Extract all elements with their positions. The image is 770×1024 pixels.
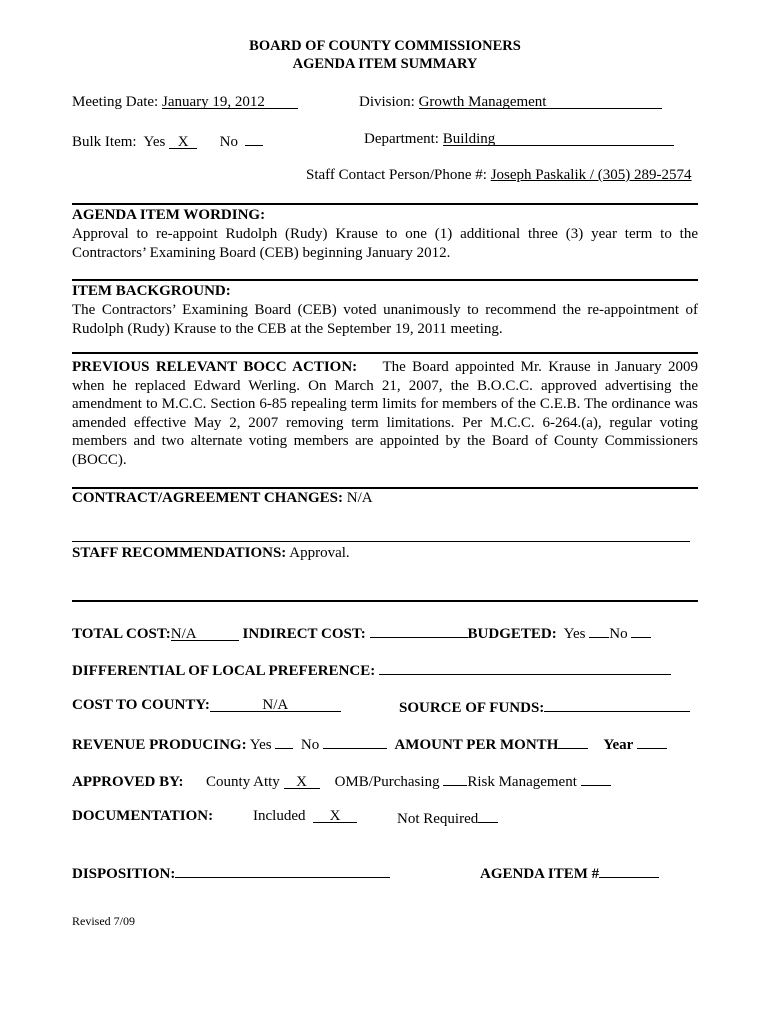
background-heading: ITEM BACKGROUND: xyxy=(72,283,231,299)
county-cost-value[interactable]: N/A xyxy=(262,697,289,713)
previous-text: The Board appointed Mr. Krause in January 2009 when he replaced Edward Werling. On March 21, 2007, the B.O.C.C. approved advertising the amendment to M.C.C. Section 6-85 repealing term limits for members of the C.E.B. The ordinance was amended effective May 2, 2007 removing term limitations. Per M.C.C. 6-264.(a), regular voting members and two alternate voting members are appointed by the Board of County Commissioners (BOCC). xyxy=(72,359,698,468)
contract-changes xyxy=(72,490,373,507)
risk-management-label: Risk Management xyxy=(467,774,577,790)
revised-note: Revised 7/09 xyxy=(72,914,135,928)
meeting-date-value[interactable]: January 19, 2012 xyxy=(161,94,265,110)
source-funds xyxy=(399,697,690,717)
division-value[interactable]: Growth Management xyxy=(418,94,547,110)
staff-contact-value[interactable]: Joseph Paskalik / (305) 289-2574 xyxy=(490,167,692,183)
documentation-included xyxy=(253,808,357,825)
cost-row xyxy=(72,623,651,643)
indirect-cost-label: INDIRECT COST: xyxy=(242,626,366,642)
year-blank[interactable] xyxy=(637,734,667,749)
budgeted-no-label: No xyxy=(609,626,628,642)
county-atty-label: County Atty xyxy=(206,774,280,790)
contract-value: N/A xyxy=(346,490,373,506)
source-funds-label: SOURCE OF FUNDS: xyxy=(399,700,545,716)
documentation-not-required xyxy=(397,808,498,828)
budgeted-yes-label: Yes xyxy=(563,626,586,642)
divider xyxy=(72,352,698,354)
previous-heading: PREVIOUS RELEVANT BOCC ACTION: xyxy=(72,359,358,375)
bulk-item-label: Bulk Item: xyxy=(72,134,137,150)
amount-per-month-blank[interactable] xyxy=(558,734,588,749)
amount-per-month-label: AMOUNT PER MONTH xyxy=(394,737,559,753)
staff-heading: STAFF RECOMMENDATIONS: xyxy=(72,545,287,561)
not-required-label: Not Required xyxy=(397,811,479,827)
header-line1: BOARD OF COUNTY COMMISSIONERS xyxy=(249,38,521,54)
differential-blank[interactable] xyxy=(379,660,671,675)
indirect-cost-blank[interactable] xyxy=(370,623,468,638)
total-cost-label: TOTAL COST: xyxy=(72,626,171,642)
previous-action xyxy=(72,358,698,469)
wording-text: Approval to re-appoint Rudolph (Rudy) Krause to one (1) additional three (3) year term to the Contractors’ Examining Board (CEB) beginning January 2012. xyxy=(72,226,698,261)
agenda-item-number xyxy=(480,863,659,883)
header-title xyxy=(72,37,698,73)
approved-row xyxy=(72,771,611,791)
staff-contact xyxy=(306,167,692,184)
meeting-date xyxy=(72,94,298,111)
revenue-label: REVENUE PRODUCING: xyxy=(72,737,247,753)
disposition-label: DISPOSITION: xyxy=(72,866,176,882)
year-label: Year xyxy=(603,737,634,753)
disposition-blank[interactable] xyxy=(175,863,390,878)
department-value[interactable]: Building xyxy=(442,131,496,147)
contract-heading: CONTRACT/AGREEMENT CHANGES: xyxy=(72,490,344,506)
staff-recommendations xyxy=(72,545,350,562)
revenue-no-blank[interactable] xyxy=(323,734,387,749)
omb-label: OMB/Purchasing xyxy=(334,774,440,790)
bulk-yes-label: Yes xyxy=(143,134,166,150)
budgeted-no-blank[interactable] xyxy=(631,623,651,638)
included-value[interactable]: X xyxy=(329,808,341,824)
division xyxy=(359,94,662,111)
total-cost-value[interactable]: N/A xyxy=(170,626,197,642)
agenda-item-label: AGENDA ITEM # xyxy=(480,866,600,882)
department-label: Department: xyxy=(364,131,439,147)
county-cost-label: COST TO COUNTY: xyxy=(72,697,210,713)
budgeted-label: BUDGETED: xyxy=(467,626,557,642)
meeting-date-label: Meeting Date: xyxy=(72,94,159,110)
documentation-label: DOCUMENTATION: xyxy=(72,808,214,824)
divider xyxy=(72,487,698,489)
wording-heading: AGENDA ITEM WORDING: xyxy=(72,207,266,223)
differential-row xyxy=(72,660,671,680)
department xyxy=(364,131,674,148)
divider xyxy=(72,279,698,281)
agenda-item-blank[interactable] xyxy=(599,863,659,878)
risk-management-blank[interactable] xyxy=(581,771,611,786)
documentation-row xyxy=(72,808,213,825)
revenue-row xyxy=(72,734,667,754)
disposition-row xyxy=(72,863,390,883)
divider xyxy=(72,600,698,602)
revenue-no-label: No xyxy=(300,737,320,753)
bulk-yes-value[interactable]: X xyxy=(177,134,189,150)
differential-label: DIFFERENTIAL OF LOCAL PREFERENCE: xyxy=(72,663,376,679)
division-label: Division: xyxy=(359,94,415,110)
included-label: Included xyxy=(253,808,306,824)
omb-blank[interactable] xyxy=(443,771,467,786)
background-text: The Contractors’ Examining Board (CEB) voted unanimously to recommend the re-appointment of Rudolph (Rudy) Krause to the CEB at the September 19, 2011 meeting. xyxy=(72,302,698,337)
budgeted-yes-blank[interactable] xyxy=(589,623,609,638)
divider xyxy=(72,541,690,542)
county-atty-value[interactable]: X xyxy=(296,774,307,790)
county-cost-row xyxy=(72,697,341,714)
bulk-no-label: No xyxy=(219,134,238,150)
staff-value: Approval. xyxy=(289,545,350,561)
header-line2: AGENDA ITEM SUMMARY xyxy=(292,56,478,72)
revenue-yes-blank[interactable] xyxy=(275,734,293,749)
not-required-blank[interactable] xyxy=(478,808,498,823)
staff-contact-label: Staff Contact Person/Phone #: xyxy=(306,167,487,183)
source-funds-blank[interactable] xyxy=(544,697,690,712)
divider xyxy=(72,203,698,205)
revenue-yes-label: Yes xyxy=(249,737,272,753)
bulk-no-blank[interactable] xyxy=(245,131,263,146)
approved-by-label: APPROVED BY: xyxy=(72,774,184,790)
bulk-item xyxy=(72,131,263,151)
